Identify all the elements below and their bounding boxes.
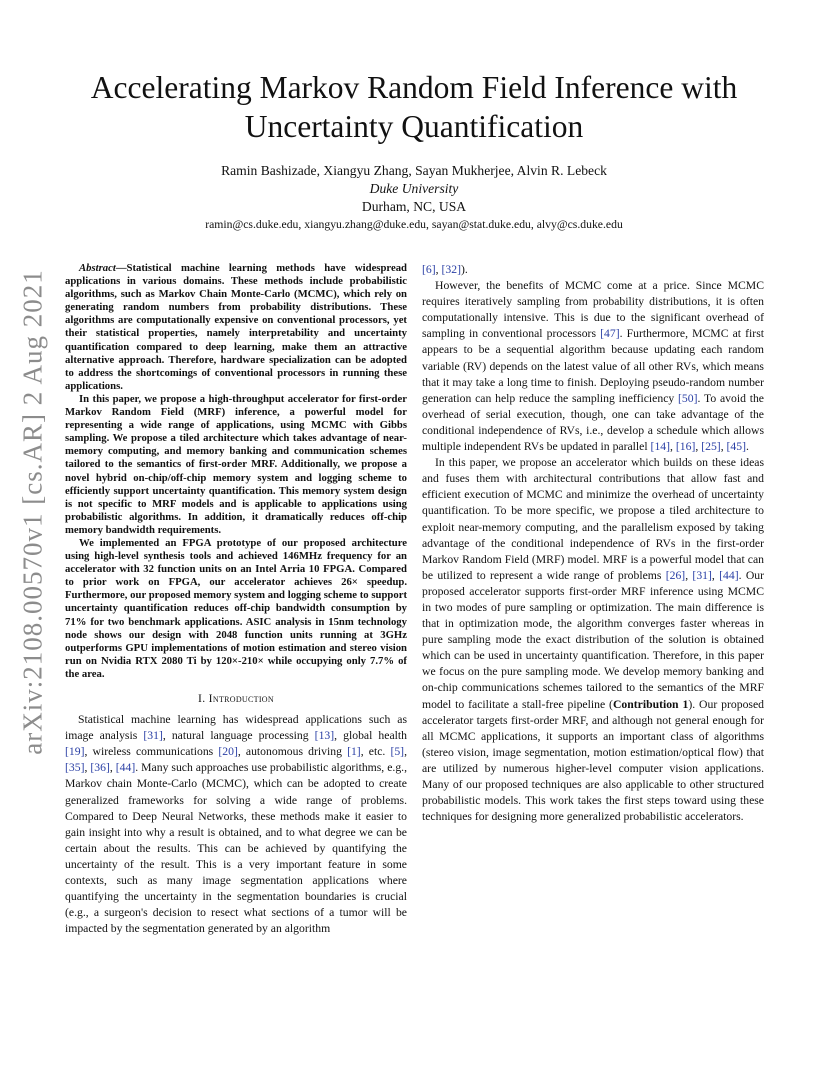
citation-50[interactable]: [50]: [678, 391, 698, 405]
arxiv-identifier-stamp: [6, 269, 60, 755]
text-run: , etc.: [360, 745, 391, 759]
citation-45[interactable]: [45]: [726, 440, 747, 454]
abstract-paragraph-1: [65, 262, 407, 393]
text-run: ,: [685, 568, 693, 582]
citation-47[interactable]: [47]: [600, 327, 620, 341]
intro-paragraph-2: [422, 278, 764, 455]
citation-31[interactable]: [31]: [143, 729, 163, 743]
text-run: .: [746, 440, 749, 454]
paper-title: [60, 68, 768, 146]
abstract-paragraph-3: We implemented an FPGA prototype of our proposed architecture using high-level synthesis tools and achieved 146MHz frequency for an accelerator with 32 function units on an Intel Arria 10 FPGA. Compared to prior work on FPGA, our accelerator achieves 26× speedup. Furthermore, our proposed memory system and logging scheme to support uncertainty quantification reduces off-chip bandwidth consumption by 71% for two benchmark applications. ASIC analysis in 15nm technology node shows our design with 2048 function units running at 3GHz outperforms GPU implementations of motion estimation and stereo vision run on Nvidia RTX 2080 Ti by 120×-210× while occupying only 7.7% of the area.: [65, 536, 407, 680]
citation-44[interactable]: [44]: [115, 761, 136, 775]
author-affiliation: Duke University: [369, 181, 459, 196]
abstract-text-1: —Statistical machine learning methods have widespread applications in various domains. These methods include probabilistic algorithms, such as Markov Chain Monte-Carlo (MCMC), which rely on generating random numbers from probability distributions. These algorithms are computationally expensive on conventional processors, yet their statistical properties, namely interpretability and uncertainty quantification compared to deep learning, make them an attractive alternative approach. Therefore, hardware specialization can be adopted to address the shortcomings of conventional processors in running these applications.: [65, 262, 407, 392]
citation-26[interactable]: [26]: [665, 568, 686, 582]
text-run: Statistical machine learning has widespread applications such as image analysis: [65, 713, 407, 743]
citation-16[interactable]: [16]: [675, 440, 696, 454]
intro-paragraph-1-continued: [422, 262, 764, 278]
citation-13[interactable]: [13]: [314, 729, 335, 743]
author-block: [60, 162, 768, 234]
text-run: . Furthermore, MCMC at first appears to be a sequential algorithm because updating each random variable (RV) depends on the latest value of all other RVs, which means that it may take a long time to finish. Deploying pseudo-random number generation can help reduce the sampling inefficiency: [422, 327, 764, 405]
text-run: . To avoid the overhead of serial execution, though, one can take advantage of the conditional independence of RVs, i.e., develop a schedule which allows multiple independent RVs be updated in parallel: [422, 391, 764, 454]
text-run: ,: [670, 440, 676, 454]
citation-6[interactable]: [6]: [422, 263, 436, 276]
text-run: , natural language processing: [162, 729, 315, 743]
text-run: ,: [84, 761, 91, 775]
abstract: [65, 262, 407, 681]
citation-31[interactable]: [31]: [692, 568, 712, 582]
citation-1[interactable]: [1]: [347, 745, 361, 759]
intro-paragraph-3: [422, 455, 764, 825]
citation-14[interactable]: [14]: [650, 440, 671, 454]
text-run: ,: [435, 263, 442, 276]
paper-title-line-1: Accelerating Markov Random Field Inference with: [90, 70, 738, 105]
text-run: ,: [695, 440, 702, 454]
text-run: ,: [711, 568, 720, 582]
text-run: ). Our proposed accelerator targets first-order MRF, and although not general enough for all MCMC applications, it supports an important class of algorithms (stereo vision, image segmentation, motion estimation/optical flow) that are utilized by numerous higher-level computer vision applications. Many of our proposed techniques are also applicable to other structured probabilistic models. This work takes the first steps toward using these techniques for designing more generalized probabilistic accelerators.: [422, 697, 764, 824]
text-run: ,: [404, 745, 407, 759]
author-emails: ramin@cs.duke.edu, xiangyu.zhang@duke.edu, sayan@stat.duke.edu, alvy@cs.duke.edu: [205, 218, 623, 231]
text-run: , autonomous driving: [237, 745, 348, 759]
author-names: Ramin Bashizade, Xiangyu Zhang, Sayan Mukherjee, Alvin R. Lebeck: [221, 163, 607, 178]
abstract-paragraph-2: In this paper, we propose a high-throughput accelerator for first-order Markov Random Field (MRF) inference, a powerful model for representing a wide range of applications, using MCMC with Gibbs sampling. We propose a tiled architecture which takes advantage of near-memory computing, and memory banking and communication schemes tailored to the semantics of first-order MRF. Additionally, we propose a novel hybrid on-chip/off-chip memory system and logging scheme to efficiently support uncertainty quantification. This memory system design is not specific to MRF models and is applicable to applications using probabilistic algorithms. In addition, it dramatically reduces off-chip memory bandwidth requirements.: [65, 392, 407, 536]
citation-20[interactable]: [20]: [218, 745, 238, 759]
text-run: ).: [460, 263, 468, 276]
citation-36[interactable]: [36]: [90, 761, 110, 775]
text-run: ,: [109, 761, 116, 775]
left-column: [65, 262, 407, 937]
author-location: Durham, NC, USA: [361, 199, 467, 214]
section-heading-introduction: I. Introduction: [198, 692, 274, 705]
paper-title-line-2: Uncertainty Quantification: [244, 109, 584, 144]
arxiv-identifier-text: arXiv:2108.00570v1 [cs.AR] 2 Aug 2021: [17, 269, 48, 755]
text-run: ,: [720, 440, 727, 454]
citation-44[interactable]: [44]: [719, 568, 739, 582]
citation-35[interactable]: [35]: [65, 761, 85, 775]
intro-paragraph-1: [65, 712, 407, 937]
contribution-1-label: Contribution 1: [612, 697, 689, 711]
text-run: However, the benefits of MCMC come at a price. Since MCMC requires iteratively sampling from probability distributions, it is often computationally intensive. This is due to the significant overhead of sampling in conventional processors: [422, 279, 764, 341]
text-run: , global health: [334, 729, 407, 743]
citation-19[interactable]: [19]: [65, 745, 85, 759]
citation-5[interactable]: [5]: [390, 745, 405, 759]
text-run: . Our proposed accelerator supports first-order MRF inference using MCMC in two modes of pure sampling or optimization. The main difference is that in optimization mode, the algorithm converges faster whereas in pure sampling mode the exact distribution of the solution is obtained which can be used in uncertainty quantification. Therefore, in this paper we focus on the pure sampling mode. We develop memory banking and on-chip communications schemes tailored to the semantics of the MRF model to facilitate a stall-free pipeline (: [422, 568, 764, 711]
text-run: , wireless communications: [84, 745, 219, 759]
citation-25[interactable]: [25]: [701, 440, 721, 454]
abstract-label: Abstract: [79, 262, 116, 274]
text-run: In this paper, we propose an accelerator which builds on these ideas and fuses them with architectural contributions that allow fast and efficient execution of MCMC and minimize the overhead of uncertainty quantification. To be more specific, we propose a tiled architecture to exploit near-memory computing, and the parallelism exposed by taking advantage of the conditional independence of RVs in the first-order Markov Random Field (MRF) model. MRF is a powerful model that can be utilized to represent a wide range of problems: [422, 456, 764, 582]
right-column: [422, 262, 764, 825]
citation-32[interactable]: [32]: [441, 263, 461, 276]
text-run: . Many such approaches use probabilistic algorithms, e.g., Markov chain Monte-Carlo (MCMC), which can be adopted to create generalized frameworks for solving a wide range of problems. Compared to Deep Neural Networks, these methods make it easier to gain insight into why a result is obtained, and to what degree we can be certain about the results. This can be achieved by quantifying the uncertainty of the result. This is a very important feature in some contexts, such as many image segmentation applications where quantifying the uncertainty in the segmentation boundaries is crucial (e.g., a surgeon's decision to resect what sections of a tumor will be impacted by the segmentation generated by an algorithm: [65, 761, 408, 936]
